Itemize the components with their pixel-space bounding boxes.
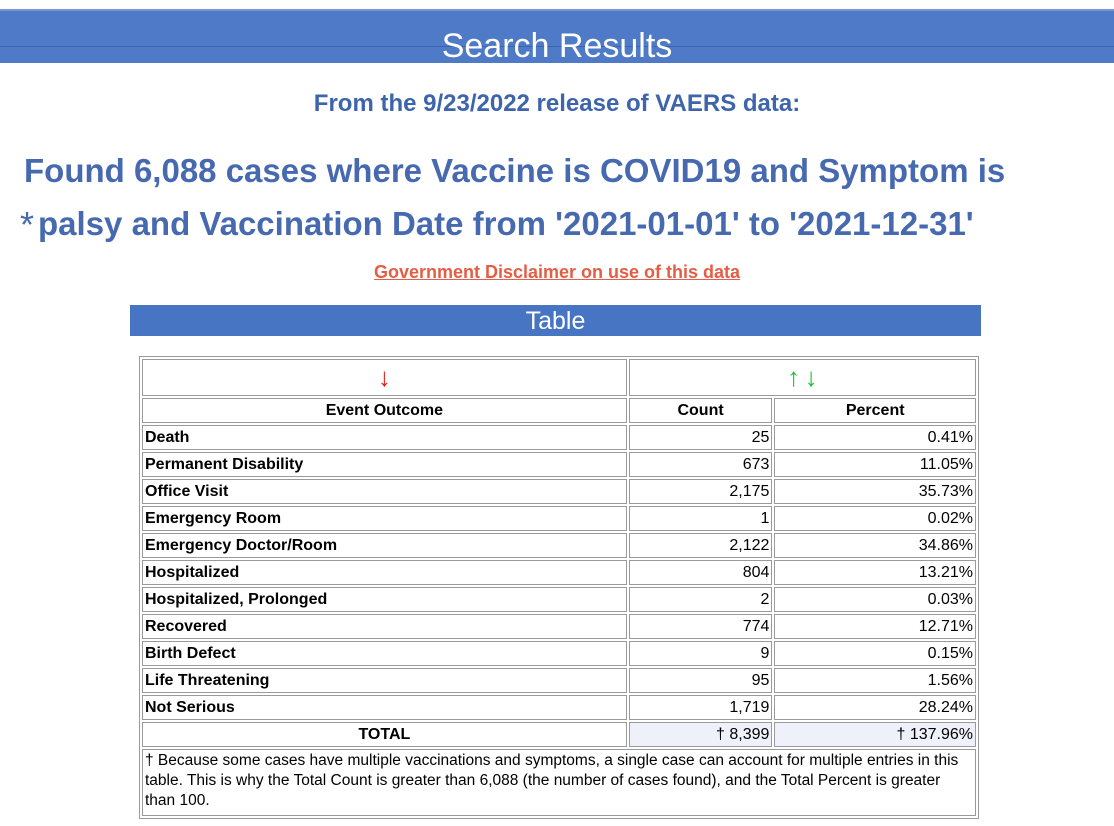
outcome-cell: Death	[142, 425, 627, 450]
count-cell: 1	[629, 506, 773, 531]
outcome-cell: Not Serious	[142, 695, 627, 720]
count-cell: 774	[629, 614, 773, 639]
table-row	[142, 533, 976, 558]
event-outcome-table	[139, 356, 979, 819]
table-row	[142, 452, 976, 477]
outcome-cell: Emergency Room	[142, 506, 627, 531]
table-row	[142, 425, 976, 450]
table-section-header	[130, 305, 981, 336]
table-header-row	[142, 398, 976, 423]
results-summary-line-2-text: palsy and Vaccination Date from '2021-01-01' to '2021-12-31'	[38, 205, 974, 242]
government-disclaimer-link[interactable]: Government Disclaimer on use of this data	[373, 262, 741, 282]
percent-cell: 11.05%	[774, 452, 976, 477]
page-title: Search Results	[441, 27, 673, 65]
results-summary-line-2	[20, 197, 974, 250]
outcome-cell: Birth Defect	[142, 641, 627, 666]
table-row	[142, 641, 976, 666]
results-summary-line-1: Found 6,088 cases where Vaccine is COVID19 and Symptom is	[24, 152, 1006, 189]
count-cell: 95	[629, 668, 773, 693]
percent-cell: 34.86%	[774, 533, 976, 558]
outcome-cell: Hospitalized, Prolonged	[142, 587, 627, 612]
percent-cell: 1.56%	[774, 668, 976, 693]
outcome-cell: Emergency Doctor/Room	[142, 533, 627, 558]
release-info: From the 9/23/2022 release of VAERS data:	[313, 90, 801, 117]
total-label: TOTAL	[142, 722, 627, 747]
outcome-cell: Recovered	[142, 614, 627, 639]
count-sort-cell	[629, 359, 976, 396]
table-footnote: † Because some cases have multiple vaccinations and symptoms, a single case can account for multiple entries in this table. This is why the Total Count is greater than 6,088 (the number of cases found), and the Total Percent is greater than 100.	[142, 749, 976, 816]
percent-cell: 13.21%	[774, 560, 976, 585]
sort-up-arrow-icon[interactable]: ↑	[787, 362, 801, 392]
table-row	[142, 695, 976, 720]
asterisk-icon: *	[20, 204, 35, 245]
count-cell: 2	[629, 587, 773, 612]
count-cell: 9	[629, 641, 773, 666]
outcome-cell: Permanent Disability	[142, 452, 627, 477]
table-total-row	[142, 722, 976, 747]
column-header-percent: Percent	[774, 398, 976, 423]
table-row	[142, 479, 976, 504]
total-count: † 8,399	[629, 722, 773, 747]
count-cell: 25	[629, 425, 773, 450]
total-percent: † 137.96%	[774, 722, 976, 747]
column-header-count: Count	[629, 398, 773, 423]
table-row	[142, 668, 976, 693]
sort-down-arrow-icon[interactable]: ↓	[377, 362, 391, 392]
count-cell: 673	[629, 452, 773, 477]
percent-cell: 35.73%	[774, 479, 976, 504]
percent-cell: 0.41%	[774, 425, 976, 450]
column-header-event-outcome: Event Outcome	[142, 398, 627, 423]
table-row	[142, 587, 976, 612]
sort-controls-row	[142, 359, 976, 396]
outcome-cell: Office Visit	[142, 479, 627, 504]
outcome-sort-cell	[142, 359, 627, 396]
count-cell: 1,719	[629, 695, 773, 720]
percent-cell: 0.02%	[774, 506, 976, 531]
percent-cell: 28.24%	[774, 695, 976, 720]
percent-cell: 0.15%	[774, 641, 976, 666]
sort-down-arrow-icon[interactable]: ↓	[804, 362, 818, 392]
search-results-header	[0, 9, 1114, 63]
table-footnote-row	[142, 749, 976, 816]
table-section-title: Table	[525, 307, 586, 335]
table-row	[142, 560, 976, 585]
percent-cell: 12.71%	[774, 614, 976, 639]
table-row	[142, 506, 976, 531]
count-cell: 2,122	[629, 533, 773, 558]
percent-cell: 0.03%	[774, 587, 976, 612]
count-cell: 2,175	[629, 479, 773, 504]
count-cell: 804	[629, 560, 773, 585]
table-row	[142, 614, 976, 639]
outcome-cell: Hospitalized	[142, 560, 627, 585]
outcome-cell: Life Threatening	[142, 668, 627, 693]
